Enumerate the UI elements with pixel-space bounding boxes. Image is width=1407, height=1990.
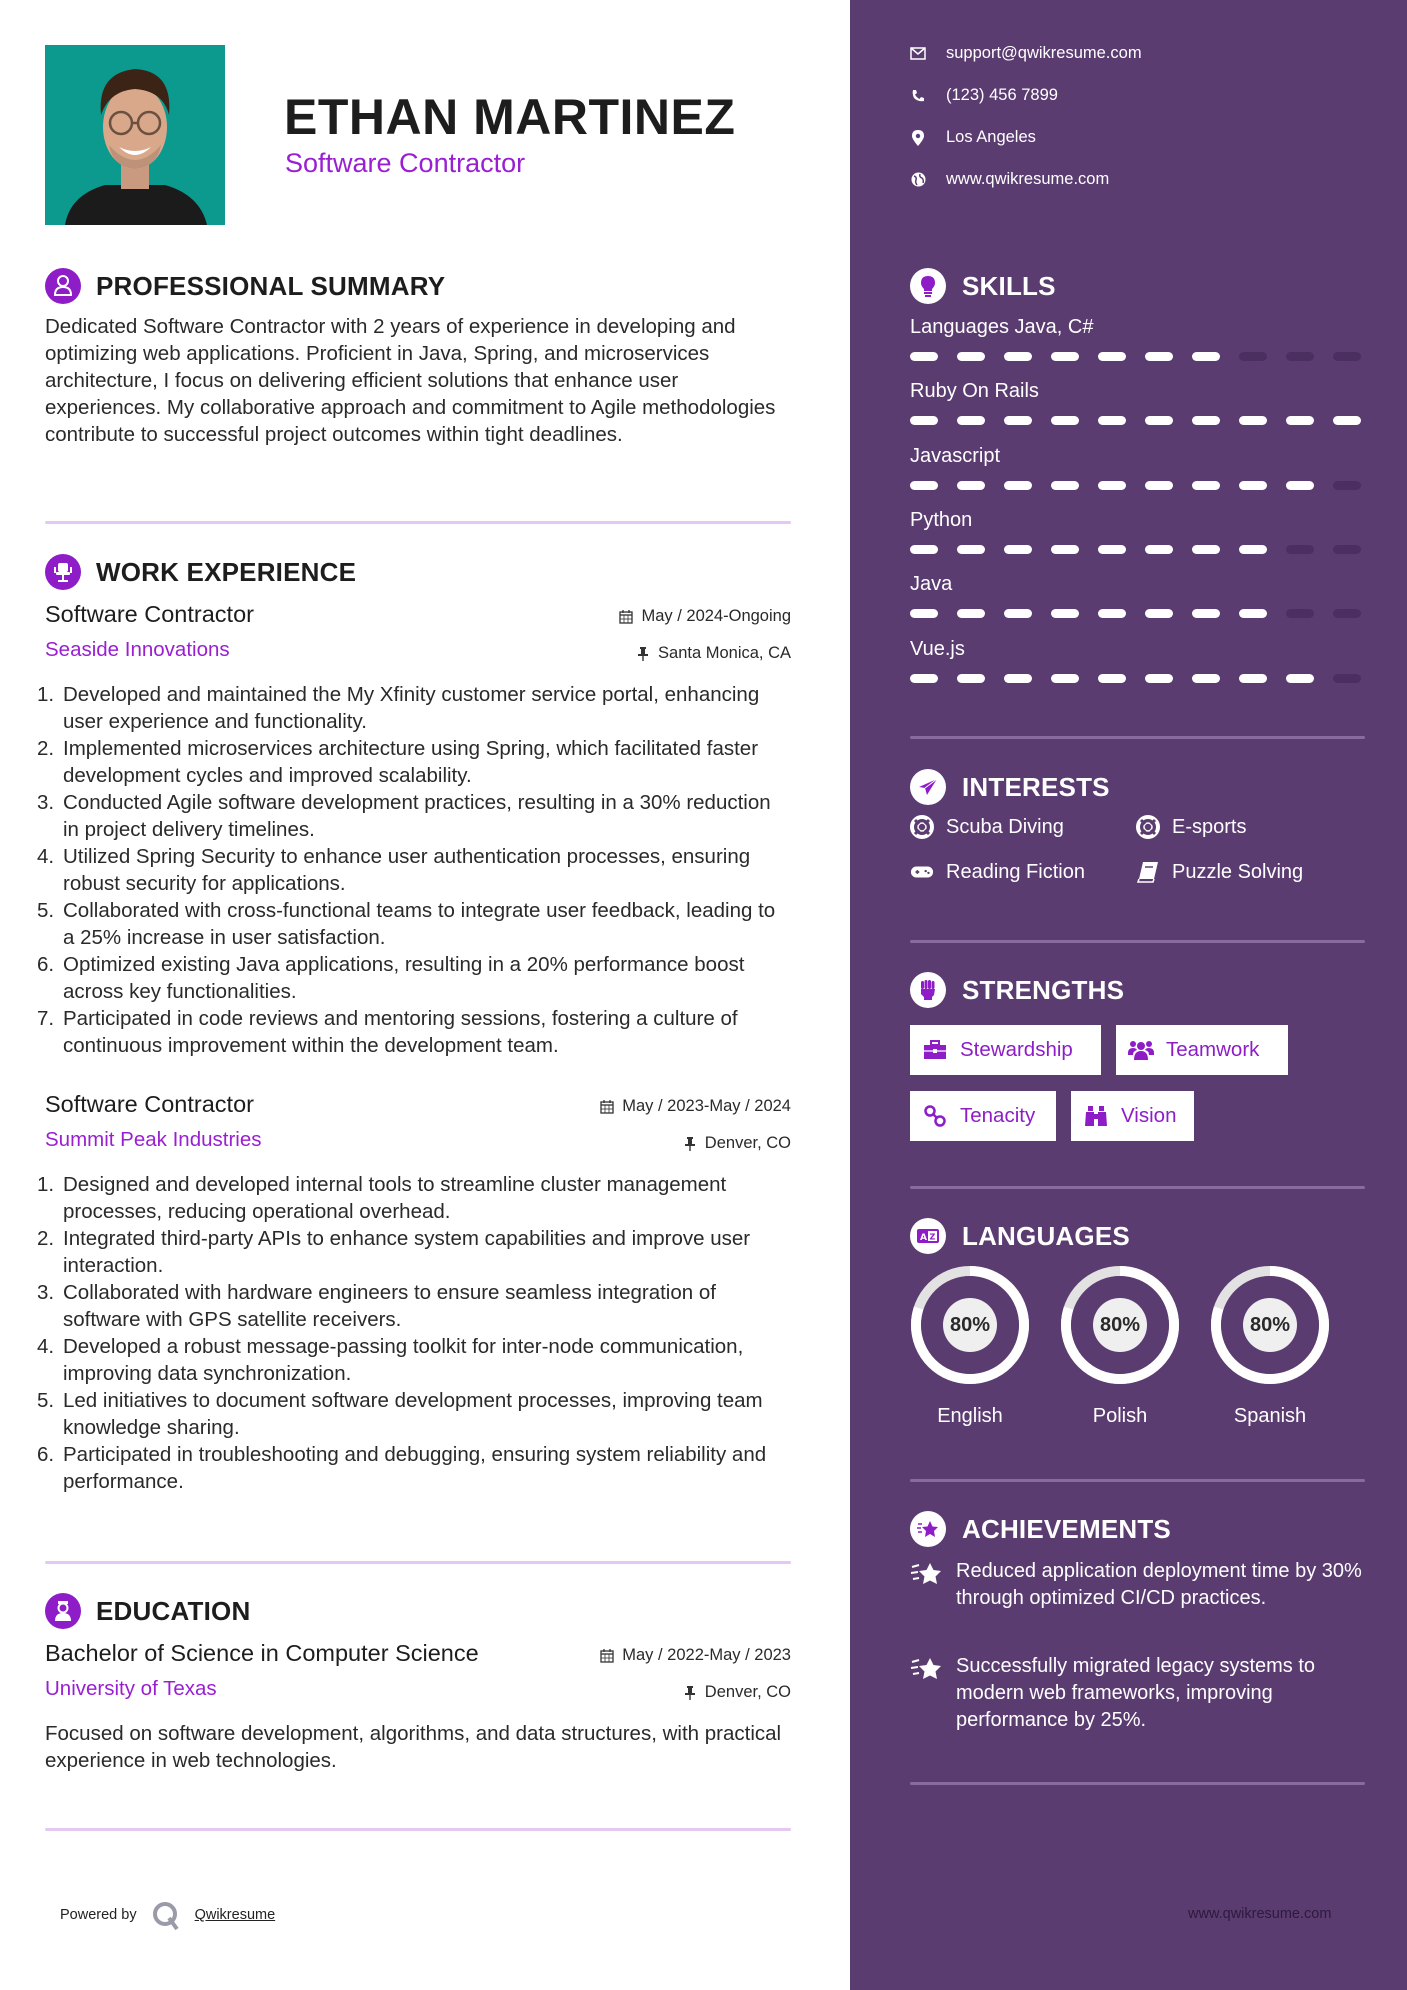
website-text[interactable]: www.qwikresume.com (946, 170, 1110, 188)
job-dates (600, 1097, 791, 1116)
skill-level-dash (1004, 674, 1032, 683)
skill-level-dash (1239, 609, 1267, 618)
skill-level-dash (1004, 416, 1032, 425)
interest-label: E-sports (1172, 815, 1247, 838)
skill-level-dash (1004, 481, 1032, 490)
skill-level-dash (1051, 416, 1079, 425)
education-heading (45, 1593, 250, 1629)
education-location-text: Denver, CO (704, 1683, 791, 1701)
skill-level-dash (1192, 481, 1220, 490)
lightbulb-icon (910, 268, 946, 304)
skill-level-dash (1004, 545, 1032, 554)
lifebuoy-icon (910, 815, 934, 839)
skill-level-dash (957, 609, 985, 618)
skill-item (910, 316, 1370, 361)
skill-level-dash (1145, 609, 1173, 618)
education-location (683, 1683, 791, 1702)
strengths-title: STRENGTHS (962, 974, 1125, 1005)
job-bullet: 3. Collaborated with hardware engineers to ensure seamless integration of software with GPS satellite receivers. (37, 1281, 716, 1331)
skill-level-dash (1286, 674, 1314, 683)
strength-tag (1071, 1091, 1194, 1141)
strength-label: Teamwork (1166, 1038, 1260, 1061)
job-bullet: 1. Developed and maintained the My Xfinity customer service portal, enhancing user experience and functionality. (37, 683, 760, 733)
pin-icon (683, 1686, 697, 1700)
pin-icon (683, 1137, 697, 1151)
job-location (683, 1134, 791, 1153)
job-location (636, 644, 791, 663)
calendar-icon (600, 1649, 614, 1663)
language-name: Polish (1092, 1405, 1148, 1427)
language-item (1058, 1265, 1182, 1428)
skill-level-dash (1239, 416, 1267, 425)
skill-level-dash (1192, 674, 1220, 683)
job-bullet: 4. Developed a robust message-passing toolkit for inter-node communication, improving data synchronization. (37, 1335, 744, 1385)
skill-level-dash (1145, 674, 1173, 683)
skill-level-bar (910, 352, 1370, 361)
briefcase-icon (922, 1038, 948, 1062)
contact-phone (910, 86, 1058, 105)
skill-level-dash (957, 674, 985, 683)
summary-text: Dedicated Software Contractor with 2 years of experience in developing and optimizing web applications. Proficient in Java, Spring, and microservices architecture, I focus on delivering efficient solutions that enhance user experiences. My collaborative approach and commitment to Agile methodologies contribute to successful project outcomes within tight deadlines. (45, 315, 776, 446)
skill-level-dash (1051, 352, 1079, 361)
job-title: Software Contractor (45, 1091, 254, 1117)
job-dates-text: May / 2024-Ongoing (641, 607, 791, 625)
school-name: University of Texas (45, 1677, 217, 1700)
skill-level-dash (1239, 545, 1267, 554)
pin-icon (636, 647, 650, 661)
skill-name: Python (910, 509, 973, 531)
strength-label: Tenacity (960, 1104, 1036, 1127)
svg-text:Z: Z (929, 1232, 936, 1242)
skill-level-bar (910, 545, 1370, 554)
skill-item (910, 380, 1370, 425)
skill-level-dash (1004, 609, 1032, 618)
svg-text:A: A (920, 1233, 927, 1243)
skill-level-dash (1333, 609, 1361, 618)
skill-level-dash (1333, 545, 1361, 554)
powered-by (60, 1900, 275, 1930)
skill-name: Languages Java, C# (910, 316, 1094, 338)
interests-heading (910, 769, 1110, 805)
skill-level-dash (957, 481, 985, 490)
skill-level-dash (1192, 416, 1220, 425)
interest-item (910, 860, 1085, 884)
skill-level-dash (910, 416, 938, 425)
skill-item (910, 445, 1370, 490)
education-dates-text: May / 2022-May / 2023 (622, 1646, 791, 1664)
interest-label: Reading Fiction (946, 860, 1085, 883)
contact-location (910, 128, 1036, 147)
strength-tag (910, 1025, 1101, 1075)
skill-level-bar (910, 416, 1370, 425)
skill-level-bar (910, 609, 1370, 618)
skill-level-dash (1145, 352, 1173, 361)
skill-level-dash (1145, 481, 1173, 490)
sidebar-divider (910, 1782, 1365, 1785)
skill-level-dash (1051, 609, 1079, 618)
graduate-icon (45, 1593, 81, 1629)
section-divider (45, 521, 791, 524)
skill-level-dash (1286, 545, 1314, 554)
skill-level-dash (1098, 609, 1126, 618)
candidate-title: Software Contractor (285, 148, 526, 178)
book-icon (1136, 860, 1160, 884)
skill-level-dash (1239, 352, 1267, 361)
skill-level-dash (1333, 481, 1361, 490)
language-name: English (937, 1405, 1003, 1427)
summary-title: PROFESSIONAL SUMMARY (96, 270, 446, 301)
strength-tag (910, 1091, 1056, 1141)
footer-website[interactable]: www.qwikresume.com (1188, 1906, 1332, 1922)
achievement-item (910, 1653, 1370, 1734)
qwikresume-logo-icon (151, 1900, 181, 1930)
language-name: Spanish (1233, 1405, 1307, 1427)
skill-level-dash (1145, 416, 1173, 425)
location-text: Los Angeles (946, 128, 1036, 146)
job-bullet: 6. Optimized existing Java applications, resulting in a 20% performance boost across key functionalities. (37, 953, 745, 1003)
skill-level-dash (957, 352, 985, 361)
sidebar-divider (910, 1479, 1365, 1482)
skills-heading (910, 268, 1056, 304)
education-title: EDUCATION (96, 1595, 251, 1626)
skill-level-dash (1098, 545, 1126, 554)
skill-item (910, 509, 1370, 554)
skill-level-bar (910, 674, 1370, 683)
strength-label: Stewardship (960, 1038, 1073, 1061)
shooting-star-icon (910, 1655, 942, 1683)
skill-level-dash (1286, 352, 1314, 361)
achievement-text: Reduced application deployment time by 30% through optimized CI/CD practices. (956, 1560, 1362, 1609)
achievement-item (910, 1558, 1370, 1612)
envelope-icon (910, 46, 926, 62)
calendar-icon (619, 610, 633, 624)
link-icon (922, 1104, 948, 1128)
translate-icon (910, 1218, 946, 1254)
achievements-title: ACHIEVEMENTS (962, 1513, 1171, 1544)
interest-item (1136, 815, 1246, 839)
globe-icon (910, 172, 926, 188)
contact-email (910, 44, 1142, 63)
summary-heading (45, 268, 445, 304)
job-dates (619, 607, 791, 626)
job-bullets (37, 681, 791, 1059)
sidebar-divider (910, 1186, 1365, 1189)
language-progress-ring (1060, 1265, 1180, 1385)
skill-name: Vue.js (910, 638, 965, 660)
job-entry (37, 601, 791, 1059)
phone-text: (123) 456 7899 (946, 86, 1058, 104)
skill-item (910, 573, 1370, 618)
strength-label: Vision (1121, 1104, 1177, 1127)
sidebar-divider (910, 940, 1365, 943)
work-experience-title: WORK EXPERIENCE (96, 556, 357, 587)
skill-item (910, 638, 1370, 683)
user-icon (45, 268, 81, 304)
skill-level-dash (1239, 674, 1267, 683)
skill-level-dash (910, 481, 938, 490)
strength-tag (1116, 1025, 1288, 1075)
achievement-text: Successfully migrated legacy systems to modern web frameworks, improving performance by 25%. (956, 1655, 1316, 1731)
skill-level-dash (1286, 609, 1314, 618)
education-description: Focused on software development, algorithms, and data structures, with practical experience in web technologies. (45, 1722, 782, 1772)
section-divider (45, 1561, 791, 1564)
sidebar-divider (910, 736, 1365, 739)
degree-title: Bachelor of Science in Computer Science (45, 1640, 479, 1666)
lifebuoy-icon (1136, 815, 1160, 839)
skill-level-dash (957, 545, 985, 554)
skill-level-dash (1333, 674, 1361, 683)
language-percent: 80% (1093, 1298, 1147, 1352)
skill-level-dash (1098, 674, 1126, 683)
job-bullet: 4. Utilized Spring Security to enhance user authentication processes, ensuring robust security for applications. (37, 845, 751, 895)
skill-name: Javascript (910, 445, 1001, 467)
job-title: Software Contractor (45, 601, 254, 627)
skill-level-dash (910, 352, 938, 361)
skill-level-dash (910, 609, 938, 618)
skill-level-dash (1098, 481, 1126, 490)
education-dates (600, 1646, 791, 1665)
skill-level-dash (1145, 545, 1173, 554)
skill-level-dash (910, 674, 938, 683)
job-entry (37, 1091, 791, 1495)
skill-level-bar (910, 481, 1370, 490)
map-pin-icon (910, 130, 926, 146)
interest-item (910, 815, 1064, 839)
language-item (908, 1265, 1032, 1428)
language-progress-ring (1210, 1265, 1330, 1385)
job-bullet: 6. Participated in troubleshooting and debugging, ensuring system reliability and performance. (37, 1443, 767, 1493)
languages-heading (910, 1218, 1130, 1254)
calendar-icon (600, 1100, 614, 1114)
office-chair-icon (45, 554, 81, 590)
skill-level-dash (910, 545, 938, 554)
job-company: Summit Peak Industries (45, 1128, 262, 1151)
language-item (1208, 1265, 1332, 1428)
interests-title: INTERESTS (962, 771, 1110, 802)
job-bullet: 2. Implemented microservices architecture using Spring, which facilitated faster development cycles and improved scalability. (37, 737, 759, 787)
email-text[interactable]: support@qwikresume.com (946, 44, 1142, 62)
candidate-name: ETHAN MARTINEZ (284, 89, 736, 145)
interest-label: Scuba Diving (946, 815, 1064, 838)
gamepad-icon (910, 860, 934, 884)
interest-label: Puzzle Solving (1172, 860, 1304, 883)
profile-photo (45, 45, 225, 225)
work-experience-heading (45, 554, 356, 590)
contact-website (910, 170, 1109, 189)
language-percent: 80% (943, 1298, 997, 1352)
job-dates-text: May / 2023-May / 2024 (622, 1097, 791, 1115)
skill-level-dash (1098, 416, 1126, 425)
skill-level-dash (1051, 674, 1079, 683)
shooting-star-icon (910, 1560, 942, 1588)
job-bullet: 1. Designed and developed internal tools to streamline cluster management processes, reducing operational overhead. (37, 1173, 727, 1223)
skill-level-dash (1239, 481, 1267, 490)
job-bullets (37, 1171, 791, 1495)
interest-item (1136, 860, 1303, 884)
language-percent: 80% (1243, 1298, 1297, 1352)
phone-icon (910, 88, 926, 104)
skill-level-dash (1192, 545, 1220, 554)
skill-name: Ruby On Rails (910, 380, 1039, 402)
job-bullet: 5. Collaborated with cross-functional teams to integrate user feedback, leading to a 25% increase in user satisfaction. (37, 899, 776, 949)
job-bullet: 3. Conducted Agile software development practices, resulting in a 30% reduction in project delivery timelines. (37, 791, 771, 841)
skill-level-dash (1004, 352, 1032, 361)
achievements-heading (910, 1511, 1171, 1547)
skill-level-dash (1333, 352, 1361, 361)
skill-level-dash (957, 416, 985, 425)
powered-by-label: Powered by (60, 1907, 137, 1923)
binoculars-icon (1083, 1104, 1109, 1128)
job-location-text: Santa Monica, CA (658, 644, 791, 662)
education-entry (45, 1640, 791, 1774)
skill-level-dash (1286, 481, 1314, 490)
skill-level-dash (1098, 352, 1126, 361)
fist-icon (910, 972, 946, 1008)
skill-level-dash (1192, 352, 1220, 361)
skill-level-dash (1286, 416, 1314, 425)
qwikresume-link[interactable]: Qwikresume (194, 1907, 276, 1923)
section-divider (45, 1828, 791, 1831)
users-icon (1128, 1038, 1154, 1062)
strengths-heading (910, 972, 1124, 1008)
skill-level-dash (1333, 416, 1361, 425)
skill-level-dash (1051, 545, 1079, 554)
skill-level-dash (1192, 609, 1220, 618)
shooting-star-icon (910, 1511, 946, 1547)
language-progress-ring (910, 1265, 1030, 1385)
job-company: Seaside Innovations (45, 638, 230, 661)
job-bullet: 7. Participated in code reviews and mentoring sessions, fostering a culture of continuous improvement within the development team. (37, 1007, 738, 1057)
languages-title: LANGUAGES (962, 1220, 1130, 1251)
job-bullet: 2. Integrated third-party APIs to enhance system capabilities and improve user interaction. (37, 1227, 751, 1277)
job-location-text: Denver, CO (704, 1134, 791, 1152)
skill-name: Java (910, 573, 953, 595)
skills-title: SKILLS (962, 270, 1056, 301)
job-bullet: 5. Led initiatives to document software development processes, improving team knowledge sharing. (37, 1389, 763, 1439)
paper-plane-icon (910, 769, 946, 805)
skill-level-dash (1051, 481, 1079, 490)
